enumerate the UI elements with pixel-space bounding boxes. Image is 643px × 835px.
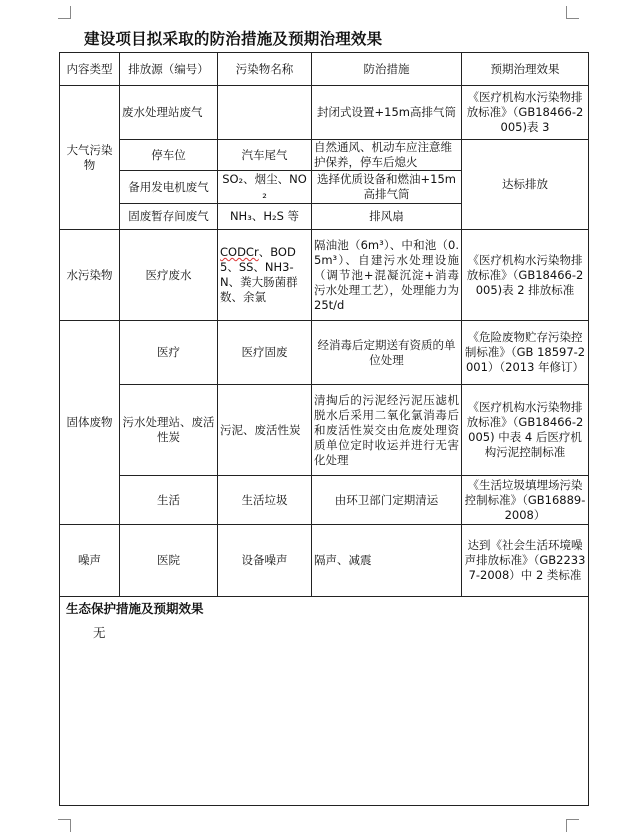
ecology-content: 无 [93, 625, 106, 640]
source-cell: 污水处理站、废活性炭 [120, 385, 218, 476]
source-cell: 废水处理站废气 [120, 86, 218, 140]
source-cell: 备用发电机废气 [120, 171, 218, 204]
effect-cell: 《危险废物贮存污染控制标准》（GB 18597-2001）（2013 年修订） [462, 321, 589, 385]
measure-cell: 选择优质设备和燃油+15m高排气筒 [312, 171, 462, 204]
effect-cell: 《医疗机构水污染物排放标准》（GB18466-2005)表 2 排放标准 [462, 230, 589, 321]
measure-cell: 封闭式设置+15m高排气筒 [312, 86, 462, 140]
measure-cell: 隔油池（6m³）、中和池（0.5m³）、自建污水处理设施（调节池+混凝沉淀+消毒污水处理工艺），处理能力为 25t/d [312, 230, 462, 321]
category-water: 水污染物 [60, 230, 120, 321]
header-measures: 防治措施 [312, 53, 462, 86]
effect-cell: 达到《社会生活环境噪声排放标准》（GB22337-2008）中 2 类标准 [462, 525, 589, 597]
pollutant-cell: 医疗固废 [218, 321, 312, 385]
pollutant-cell: SO₂、烟尘、NO₂ [218, 171, 312, 204]
pollutant-cell: 汽车尾气 [218, 140, 312, 171]
category-air: 大气污染物 [60, 86, 120, 230]
pollutant-rest: 、BOD5、SS、NH3-N、粪大肠菌群数、余氯 [220, 245, 298, 304]
pollutant-cell [218, 86, 312, 140]
crop-mark-top-left [58, 6, 71, 19]
pollutant-cell [218, 230, 312, 321]
measure-cell: 自然通风、机动车应注意维护保养，停车后熄火 [312, 140, 462, 171]
table-row [60, 385, 589, 476]
table-row [60, 525, 589, 597]
ecology-heading: 生态保护措施及预期效果 [66, 601, 204, 616]
pollutant-codcr: CODCr [220, 245, 259, 259]
table-row [60, 321, 589, 385]
measure-cell: 由环卫部门定期清运 [312, 476, 462, 525]
measure-cell: 清掏后的污泥经污泥压滤机脱水后采用二氧化氯消毒后和废活性炭交由危废处理资质单位定时收运并进行无害化处理 [312, 385, 462, 476]
measure-cell: 排风扇 [312, 204, 462, 230]
table-row [60, 140, 589, 171]
header-source: 排放源（编号） [120, 53, 218, 86]
crop-mark-top-right [566, 6, 579, 19]
source-cell: 停车位 [120, 140, 218, 171]
header-effect: 预期治理效果 [462, 53, 589, 86]
header-pollutant: 污染物名称 [218, 53, 312, 86]
measure-cell: 隔声、减震 [312, 525, 462, 597]
measures-table [59, 52, 589, 806]
table-row [60, 86, 589, 140]
pollutant-cell: 设备噪声 [218, 525, 312, 597]
source-cell: 生活 [120, 476, 218, 525]
crop-mark-bottom-right [566, 819, 579, 832]
source-cell: 医疗废水 [120, 230, 218, 321]
ecology-cell [60, 597, 589, 806]
header-row [60, 53, 589, 86]
source-cell: 固废暂存间废气 [120, 204, 218, 230]
pollutant-cell: NH₃、H₂S 等 [218, 204, 312, 230]
category-solid: 固体废物 [60, 321, 120, 525]
effect-cell: 《生活垃圾填埋场污染控制标准》（GB16889-2008） [462, 476, 589, 525]
table-row [60, 476, 589, 525]
effect-cell: 达标排放 [462, 140, 589, 230]
document-title: 建设项目拟采取的防治措施及预期治理效果 [84, 30, 383, 48]
ecology-row [60, 597, 589, 806]
effect-cell: 《医疗机构水污染物排放标准》（GB18466-2005)表 3 [462, 86, 589, 140]
crop-mark-bottom-left [58, 819, 71, 832]
table-row [60, 230, 589, 321]
source-cell: 医院 [120, 525, 218, 597]
source-cell: 医疗 [120, 321, 218, 385]
effect-cell: 《医疗机构水污染物排放标准》（GB18466-2005) 中表 4 后医疗机构污泥控制标准 [462, 385, 589, 476]
pollutant-cell: 生活垃圾 [218, 476, 312, 525]
category-noise: 噪声 [60, 525, 120, 597]
measure-cell: 经消毒后定期送有资质的单位处理 [312, 321, 462, 385]
header-content-type: 内容类型 [60, 53, 120, 86]
pollutant-cell: 污泥、废活性炭 [218, 385, 312, 476]
